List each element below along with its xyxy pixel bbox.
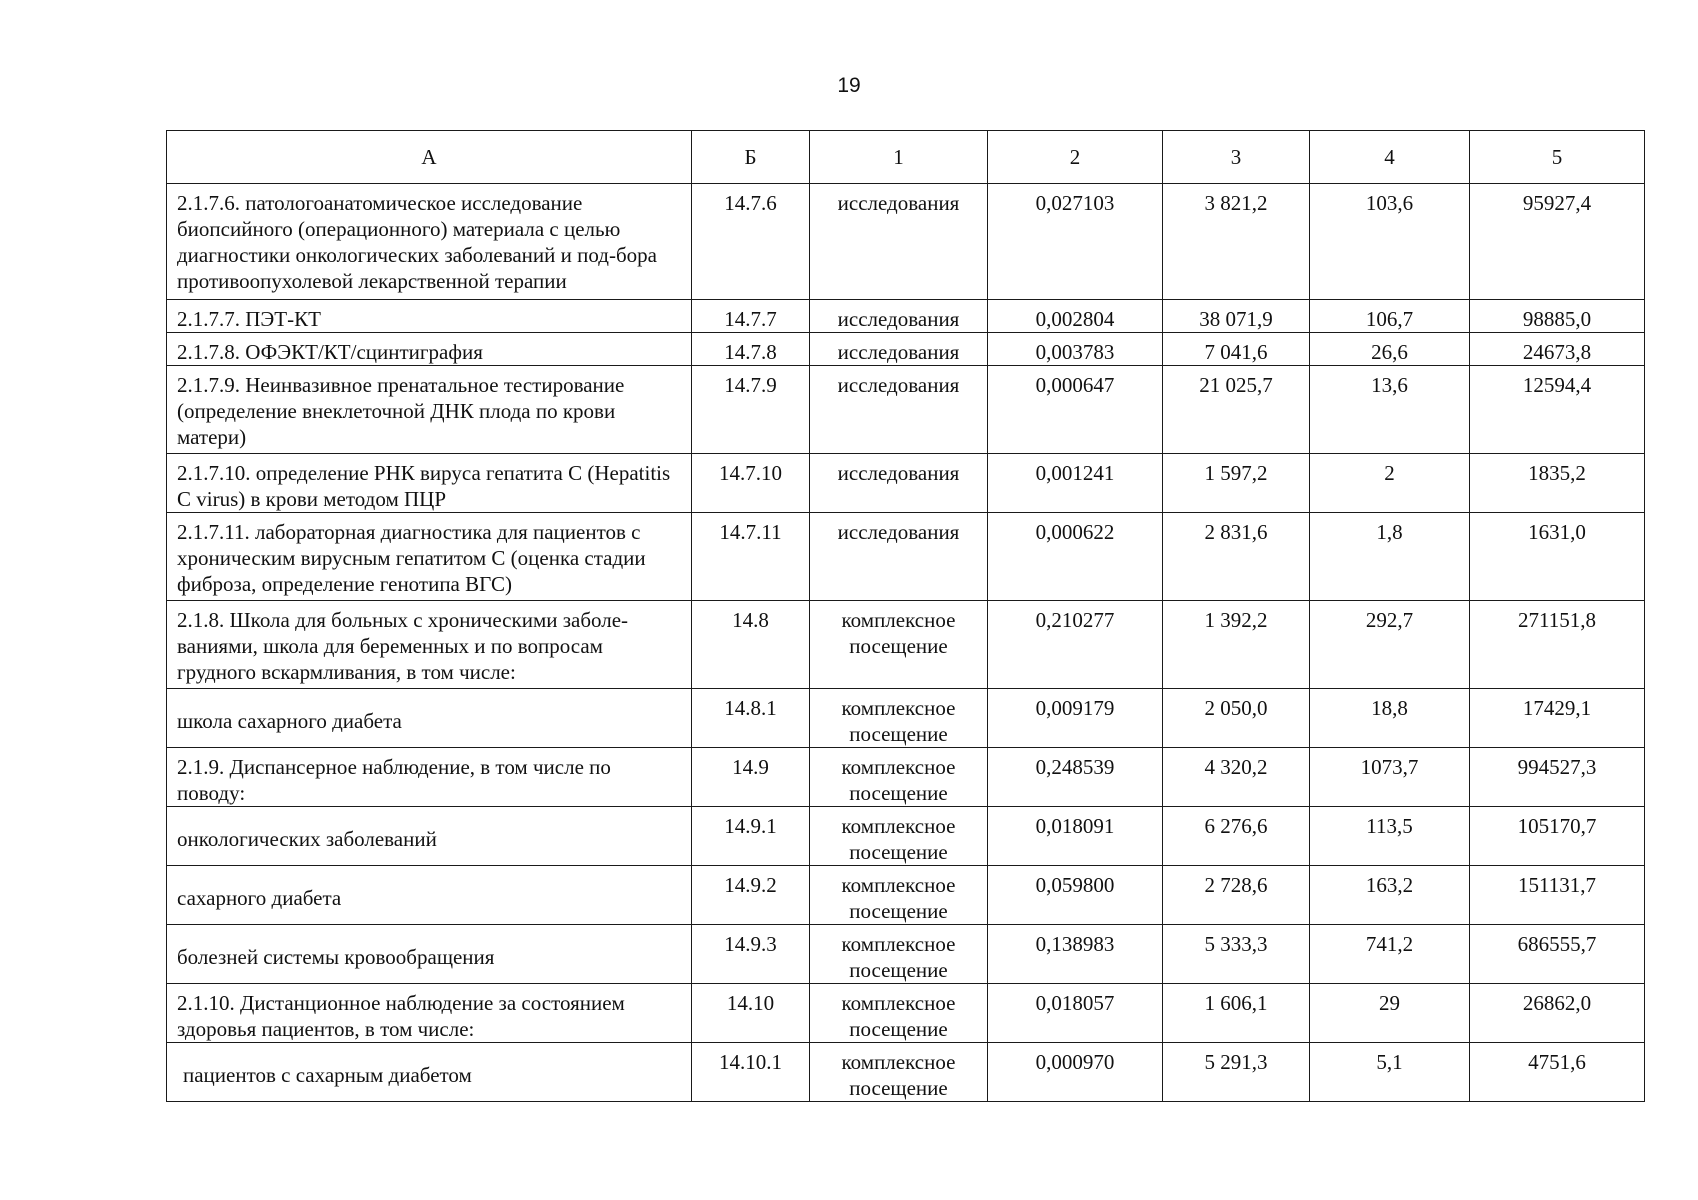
row-name: школа сахарного диабета <box>167 689 692 748</box>
row-code: 14.8 <box>692 601 810 689</box>
row-unit: комплексное посещение <box>810 807 988 866</box>
row-value-3: 1 606,1 <box>1163 984 1310 1043</box>
row-code: 14.10 <box>692 984 810 1043</box>
page-number: 19 <box>837 74 861 97</box>
row-value-4: 26,6 <box>1310 333 1470 366</box>
table-row <box>167 689 1645 748</box>
row-name: 2.1.8. Школа для больных с хроническими заболе-ваниями, школа для беременных и по вопросам грудного вскармливания, в том числе: <box>167 601 692 689</box>
row-name: сахарного диабета <box>167 866 692 925</box>
row-name: 2.1.7.7. ПЭТ-КТ <box>167 300 692 333</box>
row-value-4: 5,1 <box>1310 1043 1470 1102</box>
row-name: 2.1.7.8. ОФЭКТ/КТ/сцинтиграфия <box>167 333 692 366</box>
row-unit: исследования <box>810 184 988 300</box>
row-value-5: 1631,0 <box>1470 513 1645 601</box>
row-value-4: 163,2 <box>1310 866 1470 925</box>
row-value-3: 1 597,2 <box>1163 454 1310 513</box>
row-value-4: 1,8 <box>1310 513 1470 601</box>
table-row <box>167 807 1645 866</box>
row-value-5: 17429,1 <box>1470 689 1645 748</box>
row-value-3: 5 291,3 <box>1163 1043 1310 1102</box>
row-value-2: 0,210277 <box>988 601 1163 689</box>
row-value-4: 13,6 <box>1310 366 1470 454</box>
table-header-row <box>167 131 1645 184</box>
row-value-2: 0,003783 <box>988 333 1163 366</box>
row-value-4: 2 <box>1310 454 1470 513</box>
table-row <box>167 601 1645 689</box>
row-unit: комплексное посещение <box>810 925 988 984</box>
column-header-b: Б <box>692 131 810 184</box>
row-value-2: 0,018091 <box>988 807 1163 866</box>
row-name: пациентов с сахарным диабетом <box>167 1043 692 1102</box>
row-value-3: 3 821,2 <box>1163 184 1310 300</box>
table-row <box>167 333 1645 366</box>
row-value-5: 994527,3 <box>1470 748 1645 807</box>
row-value-2: 0,138983 <box>988 925 1163 984</box>
row-unit: комплексное посещение <box>810 866 988 925</box>
row-unit: комплексное посещение <box>810 984 988 1043</box>
row-name: болезней системы кровообращения <box>167 925 692 984</box>
data-table <box>166 130 1645 1102</box>
table-row <box>167 1043 1645 1102</box>
row-value-4: 29 <box>1310 984 1470 1043</box>
row-value-4: 106,7 <box>1310 300 1470 333</box>
row-value-4: 741,2 <box>1310 925 1470 984</box>
row-unit: исследования <box>810 513 988 601</box>
row-value-4: 103,6 <box>1310 184 1470 300</box>
row-value-5: 271151,8 <box>1470 601 1645 689</box>
table-row <box>167 300 1645 333</box>
table-row <box>167 366 1645 454</box>
row-code: 14.9 <box>692 748 810 807</box>
row-value-5: 26862,0 <box>1470 984 1645 1043</box>
row-value-2: 0,002804 <box>988 300 1163 333</box>
row-value-2: 0,001241 <box>988 454 1163 513</box>
row-code: 14.8.1 <box>692 689 810 748</box>
row-value-2: 0,009179 <box>988 689 1163 748</box>
row-value-2: 0,027103 <box>988 184 1163 300</box>
row-name: 2.1.9. Диспансерное наблюдение, в том числе по поводу: <box>167 748 692 807</box>
row-value-3: 38 071,9 <box>1163 300 1310 333</box>
row-name: 2.1.7.6. патологоанатомическое исследование биопсийного (операционного) материала с целью диагностики онкологических заболеваний и под-бора противоопухолевой лекарственной терапии <box>167 184 692 300</box>
table-row <box>167 513 1645 601</box>
row-value-3: 4 320,2 <box>1163 748 1310 807</box>
row-value-2: 0,018057 <box>988 984 1163 1043</box>
row-value-4: 1073,7 <box>1310 748 1470 807</box>
row-code: 14.7.7 <box>692 300 810 333</box>
row-value-3: 1 392,2 <box>1163 601 1310 689</box>
column-header-a: А <box>167 131 692 184</box>
row-unit: комплексное посещение <box>810 748 988 807</box>
row-code: 14.9.3 <box>692 925 810 984</box>
row-unit: исследования <box>810 366 988 454</box>
row-value-5: 12594,4 <box>1470 366 1645 454</box>
row-value-5: 4751,6 <box>1470 1043 1645 1102</box>
row-value-5: 24673,8 <box>1470 333 1645 366</box>
row-code: 14.7.9 <box>692 366 810 454</box>
row-name: 2.1.7.11. лабораторная диагностика для пациентов с хроническим вирусным гепатитом С (оценка стадии фиброза, определение генотипа ВГС) <box>167 513 692 601</box>
column-header-3: 3 <box>1163 131 1310 184</box>
row-value-3: 2 050,0 <box>1163 689 1310 748</box>
column-header-4: 4 <box>1310 131 1470 184</box>
row-unit: исследования <box>810 300 988 333</box>
table-row <box>167 866 1645 925</box>
row-value-5: 98885,0 <box>1470 300 1645 333</box>
row-unit: комплексное посещение <box>810 601 988 689</box>
row-value-3: 2 831,6 <box>1163 513 1310 601</box>
row-name: онкологических заболеваний <box>167 807 692 866</box>
row-value-3: 21 025,7 <box>1163 366 1310 454</box>
row-value-5: 686555,7 <box>1470 925 1645 984</box>
column-header-5: 5 <box>1470 131 1645 184</box>
row-value-2: 0,248539 <box>988 748 1163 807</box>
row-value-4: 292,7 <box>1310 601 1470 689</box>
row-unit: исследования <box>810 333 988 366</box>
row-value-4: 113,5 <box>1310 807 1470 866</box>
row-code: 14.7.6 <box>692 184 810 300</box>
row-code: 14.7.10 <box>692 454 810 513</box>
table-row <box>167 748 1645 807</box>
table-row <box>167 184 1645 300</box>
row-code: 14.7.8 <box>692 333 810 366</box>
table-row <box>167 454 1645 513</box>
column-header-1: 1 <box>810 131 988 184</box>
row-unit: исследования <box>810 454 988 513</box>
column-header-2: 2 <box>988 131 1163 184</box>
row-value-5: 95927,4 <box>1470 184 1645 300</box>
row-code: 14.9.1 <box>692 807 810 866</box>
row-code: 14.10.1 <box>692 1043 810 1102</box>
row-code: 14.7.11 <box>692 513 810 601</box>
row-unit: комплексное посещение <box>810 689 988 748</box>
row-value-5: 151131,7 <box>1470 866 1645 925</box>
row-value-3: 6 276,6 <box>1163 807 1310 866</box>
row-value-5: 1835,2 <box>1470 454 1645 513</box>
row-name: 2.1.7.10. определение РНК вируса гепатита С (Hepatitis C virus) в крови методом ПЦР <box>167 454 692 513</box>
row-value-5: 105170,7 <box>1470 807 1645 866</box>
row-value-4: 18,8 <box>1310 689 1470 748</box>
row-value-3: 7 041,6 <box>1163 333 1310 366</box>
table-row <box>167 925 1645 984</box>
row-name: 2.1.10. Дистанционное наблюдение за состоянием здоровья пациентов, в том числе: <box>167 984 692 1043</box>
row-unit: комплексное посещение <box>810 1043 988 1102</box>
row-code: 14.9.2 <box>692 866 810 925</box>
row-value-3: 5 333,3 <box>1163 925 1310 984</box>
table-row <box>167 984 1645 1043</box>
row-name: 2.1.7.9. Неинвазивное пренатальное тестирование (определение внеклеточной ДНК плода по крови матери) <box>167 366 692 454</box>
row-value-2: 0,000622 <box>988 513 1163 601</box>
row-value-2: 0,000970 <box>988 1043 1163 1102</box>
row-value-2: 0,000647 <box>988 366 1163 454</box>
row-value-3: 2 728,6 <box>1163 866 1310 925</box>
row-value-2: 0,059800 <box>988 866 1163 925</box>
